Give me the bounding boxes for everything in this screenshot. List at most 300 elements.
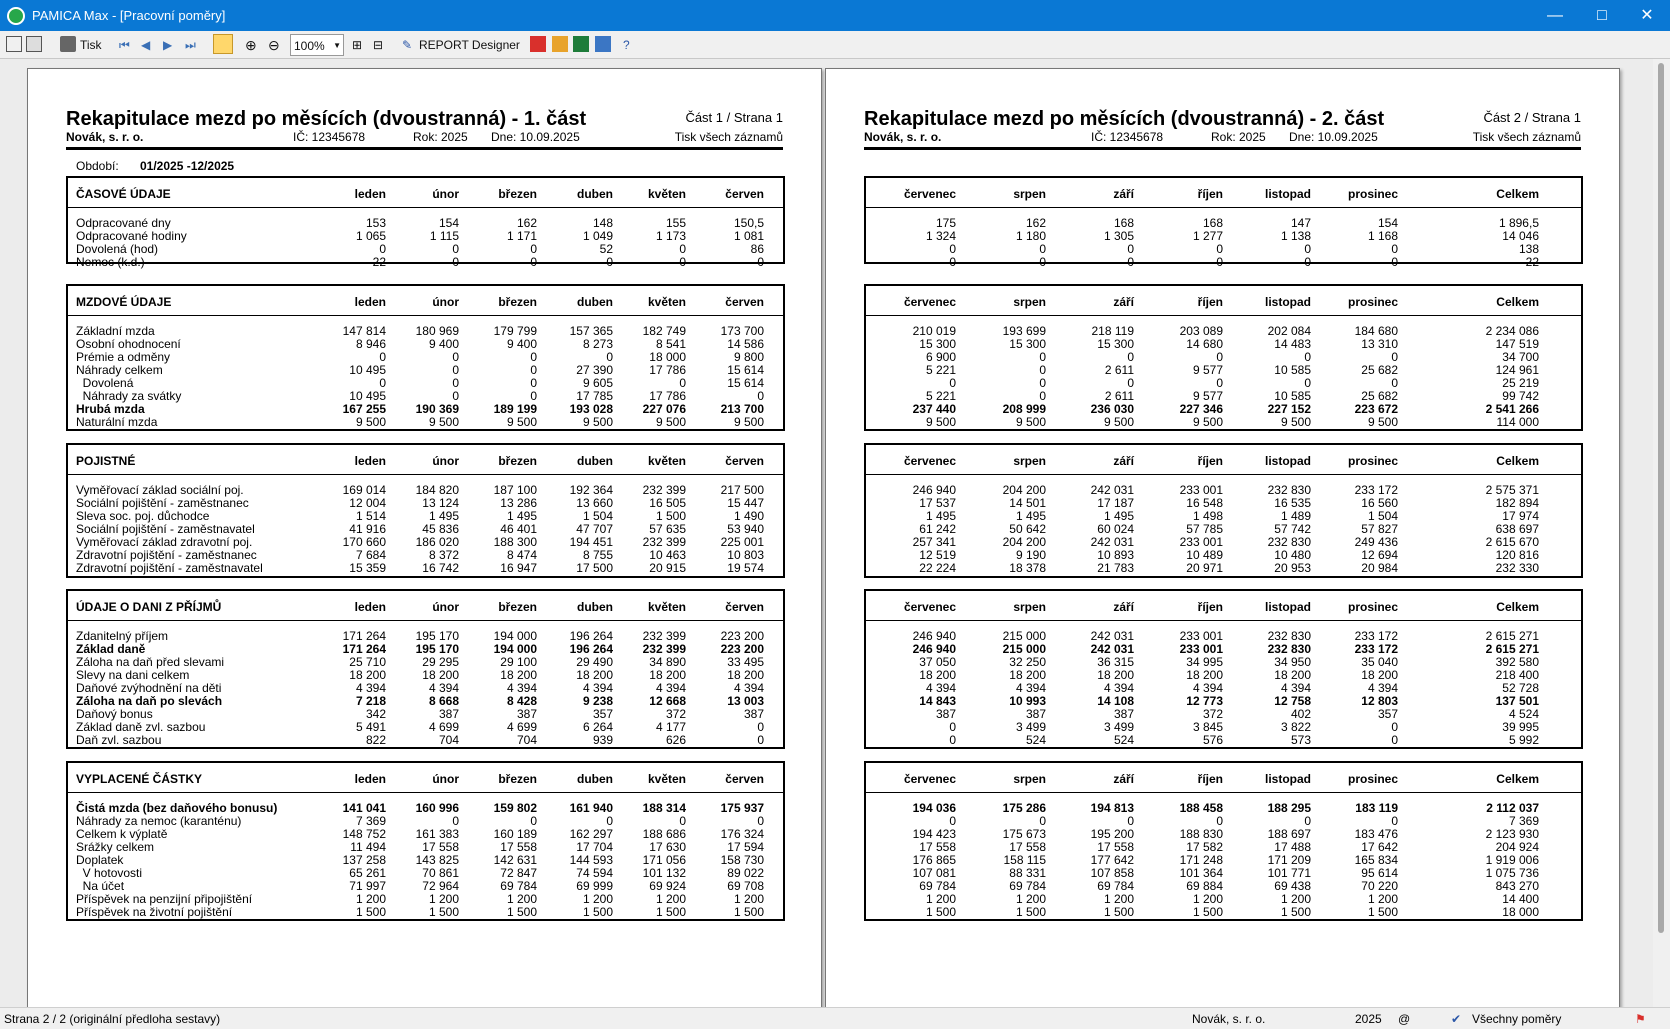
table-row	[68, 522, 783, 536]
part-label: Část 2 / Strana 1	[1483, 110, 1581, 125]
cell-value: 232 399	[642, 642, 686, 656]
row-label: Daň zvl. sazbou	[76, 733, 162, 747]
zoom-select[interactable]	[290, 34, 344, 56]
cell-value: 15 447	[727, 496, 764, 510]
cell-value: 18 200	[576, 668, 613, 682]
column-header: listopad	[1264, 295, 1311, 309]
table-row	[866, 561, 1581, 575]
table-row	[68, 707, 783, 721]
cell-value: 45 836	[422, 522, 459, 536]
cell-value: 1 500	[925, 905, 956, 919]
cell-value: 0	[679, 242, 686, 256]
table-row	[68, 561, 783, 575]
cell-value: 2 112 037	[1486, 801, 1539, 815]
export-window-icon[interactable]	[595, 36, 611, 52]
cell-value: 1 500	[355, 905, 386, 919]
cell-value: 39 995	[1502, 720, 1539, 734]
column-header: červen	[725, 772, 764, 786]
cell-value: 15 300	[919, 337, 956, 351]
cell-value: 576	[1202, 733, 1223, 747]
cell-value: 249 436	[1354, 535, 1398, 549]
column-header: leden	[354, 454, 386, 468]
cell-value: 1 500	[1367, 905, 1398, 919]
copy-pages-icon[interactable]	[26, 36, 42, 52]
cell-value: 176 865	[912, 853, 956, 867]
report-section	[864, 761, 1583, 921]
cell-value: 387	[743, 707, 764, 721]
next-page-icon[interactable]: ▶	[163, 38, 173, 52]
company-ico: IČ: 12345678	[1091, 130, 1164, 144]
row-label: Osobní ohodnocení	[76, 337, 181, 351]
exit-preview-icon[interactable]	[6, 36, 22, 52]
cell-value: 50 642	[1009, 522, 1046, 536]
cell-value: 233 001	[1179, 483, 1223, 497]
cell-value: 168	[1113, 216, 1134, 230]
table-row	[866, 216, 1581, 230]
cell-value: 37 050	[919, 655, 956, 669]
cell-value: 69 784	[1097, 879, 1134, 893]
row-label: V hotovosti	[76, 866, 143, 880]
cell-value: 8 474	[506, 548, 537, 562]
cell-value: 88 331	[1009, 866, 1046, 880]
cell-value: 0	[452, 350, 459, 364]
print-scope: Tisk všech záznamů	[674, 130, 783, 144]
cell-value: 16 548	[1186, 496, 1223, 510]
cell-value: 157 365	[569, 324, 613, 338]
cell-value: 167 255	[342, 402, 386, 416]
cell-value: 20 953	[1274, 561, 1311, 575]
column-header: Celkem	[1496, 187, 1539, 201]
column-header: Celkem	[1496, 454, 1539, 468]
cell-value: 0	[949, 242, 956, 256]
cell-value: 1 489	[1280, 509, 1311, 523]
cell-value: 13 310	[1361, 337, 1398, 351]
cell-value: 18 200	[727, 668, 764, 682]
cell-value: 1 173	[655, 229, 686, 243]
cell-value: 10 495	[349, 363, 386, 377]
row-label: Celkem k výplatě	[76, 827, 168, 841]
cell-value: 12 758	[1274, 694, 1311, 708]
cell-value: 202 084	[1267, 324, 1311, 338]
column-header: srpen	[1013, 772, 1046, 786]
first-page-icon[interactable]: ⏮	[119, 38, 130, 52]
cell-value: 14 501	[1009, 496, 1046, 510]
column-header: květen	[647, 187, 686, 201]
table-row	[68, 853, 783, 867]
table-row	[866, 866, 1581, 880]
cell-value: 9 500	[1192, 415, 1223, 429]
cell-value: 233 001	[1179, 642, 1223, 656]
row-label: Zdravotní pojištění - zaměstnanec	[76, 548, 257, 562]
cell-value: 246 940	[912, 629, 956, 643]
fit-width-icon[interactable]: ⊟	[373, 38, 384, 52]
cell-value: 0	[949, 720, 956, 734]
row-label: Odpracované hodiny	[76, 229, 187, 243]
cell-value: 171 264	[342, 642, 386, 656]
cell-value: 184 680	[1354, 324, 1398, 338]
cell-value: 57 827	[1361, 522, 1398, 536]
cell-value: 0	[379, 350, 386, 364]
cell-value: 12 519	[919, 548, 956, 562]
cell-value: 5 491	[355, 720, 386, 734]
table-row	[866, 642, 1581, 656]
cell-value: 372	[665, 707, 686, 721]
row-label: Příspěvek na životní pojištění	[76, 905, 233, 919]
cell-value: 0	[1216, 255, 1223, 269]
row-label: Hrubá mzda	[76, 402, 145, 416]
report-section	[864, 176, 1583, 269]
cell-value: 10 489	[1186, 548, 1223, 562]
cell-value: 4 394	[582, 681, 613, 695]
cell-value: 213 700	[720, 402, 764, 416]
cell-value: 25 710	[349, 655, 386, 669]
cell-value: 204 924	[1495, 840, 1539, 854]
cell-value: 0	[530, 350, 537, 364]
cell-value: 8 755	[582, 548, 613, 562]
zoom-in-icon[interactable]: ⊕	[245, 37, 257, 53]
cell-value: 158 115	[1003, 853, 1046, 867]
column-header: prosinec	[1347, 772, 1398, 786]
cell-value: 8 946	[355, 337, 386, 351]
cell-value: 843 270	[1495, 879, 1539, 893]
cell-value: 57 785	[1186, 522, 1223, 536]
export-image-icon[interactable]	[552, 36, 568, 52]
cell-value: 69 784	[500, 879, 537, 893]
cell-value: 8 273	[582, 337, 613, 351]
cell-value: 17 630	[649, 840, 686, 854]
cell-value: 188 300	[493, 535, 537, 549]
cell-value: 17 594	[727, 840, 764, 854]
cell-value: 190 369	[415, 402, 459, 416]
cell-value: 626	[665, 733, 686, 747]
cell-value: 17 558	[500, 840, 537, 854]
last-page-icon[interactable]: ⏭	[185, 38, 196, 52]
cell-value: 14 483	[1274, 337, 1311, 351]
cell-value: 183 119	[1355, 801, 1398, 815]
table-row	[866, 668, 1581, 682]
cell-value: 1 495	[925, 509, 956, 523]
row-label: Na účet	[76, 879, 125, 893]
cell-value: 33 495	[727, 655, 764, 669]
cell-value: 147 519	[1495, 337, 1539, 351]
cell-value: 161 383	[415, 827, 459, 841]
cell-value: 158 730	[720, 853, 764, 867]
cell-value: 101 364	[1179, 866, 1223, 880]
cell-value: 17 642	[1361, 840, 1398, 854]
table-row	[68, 681, 783, 695]
table-row	[866, 242, 1581, 256]
cell-value: 171 209	[1267, 853, 1311, 867]
cell-value: 142 631	[493, 853, 537, 867]
table-row	[866, 337, 1581, 351]
table-row	[68, 363, 783, 377]
cell-value: 150,5	[733, 216, 764, 230]
cell-value: 1 919 006	[1485, 853, 1539, 867]
cell-value: 9 500	[925, 415, 956, 429]
cell-value: 101 771	[1267, 866, 1311, 880]
cell-value: 4 394	[428, 681, 459, 695]
table-row	[866, 707, 1581, 721]
cell-value: 171 056	[642, 853, 686, 867]
cell-value: 138	[1518, 242, 1539, 256]
table-row	[866, 376, 1581, 390]
cell-value: 20 971	[1186, 561, 1223, 575]
cell-value: 387	[1113, 707, 1134, 721]
cell-value: 10 585	[1274, 363, 1311, 377]
cell-value: 1 200	[355, 892, 386, 906]
cell-value: 5 992	[1508, 733, 1539, 747]
cell-value: 52 728	[1502, 681, 1539, 695]
cell-value: 193 028	[569, 402, 613, 416]
cell-value: 9 500	[506, 415, 537, 429]
table-row	[68, 733, 783, 747]
cell-value: 217 500	[720, 483, 764, 497]
cell-value: 0	[679, 255, 686, 269]
cell-value: 22	[1525, 255, 1539, 269]
table-row	[68, 655, 783, 669]
row-label: Nemoc (k.d.)	[76, 255, 145, 269]
table-row	[68, 483, 783, 497]
column-header: listopad	[1264, 187, 1311, 201]
cell-value: 61 242	[919, 522, 956, 536]
cell-value: 155	[665, 216, 686, 230]
cell-value: 7 218	[355, 694, 386, 708]
table-row	[68, 814, 783, 828]
section-caption: VYPLACENÉ ČÁSTKY	[76, 772, 203, 786]
cell-value: 27 390	[576, 363, 613, 377]
column-header: březen	[498, 295, 537, 309]
cell-value: 4 699	[428, 720, 459, 734]
cell-value: 0	[1127, 255, 1134, 269]
table-row	[866, 415, 1581, 429]
scrollbar-thumb[interactable]	[1658, 63, 1664, 933]
cell-value: 29 295	[422, 655, 459, 669]
zoom-value: 100%	[294, 39, 325, 53]
fit-page-icon[interactable]: ⊞	[352, 38, 363, 52]
cell-value: 1 200	[1367, 892, 1398, 906]
column-header: červenec	[903, 295, 956, 309]
row-label: Náhrady za nemoc (karanténu)	[76, 814, 242, 828]
zoom-out-icon[interactable]: ⊖	[268, 37, 280, 53]
cell-value: 1 500	[655, 509, 686, 523]
cell-value: 10 495	[349, 389, 386, 403]
cell-value: 47 707	[576, 522, 613, 536]
report-designer-button[interactable]: REPORT Designer	[419, 38, 520, 52]
cell-value: 168	[1202, 216, 1223, 230]
cell-value: 257 341	[912, 535, 956, 549]
report-date: Dne: 10.09.2025	[491, 130, 580, 144]
cell-value: 10 585	[1274, 389, 1311, 403]
two-pages-view-icon[interactable]	[213, 34, 233, 54]
cell-value: 0	[1391, 814, 1398, 828]
cell-value: 2 123 930	[1485, 827, 1539, 841]
employment-filter[interactable]: Všechny poměry	[1472, 1012, 1562, 1026]
table-row	[866, 629, 1581, 643]
cell-value: 939	[592, 733, 613, 747]
report-date: Dne: 10.09.2025	[1289, 130, 1378, 144]
cell-value: 114 000	[1496, 415, 1539, 429]
preview-area[interactable]	[0, 59, 1670, 1007]
column-header: srpen	[1013, 295, 1046, 309]
cell-value: 215 000	[1002, 629, 1046, 643]
export-pdf-icon[interactable]	[530, 36, 546, 52]
cell-value: 0	[452, 363, 459, 377]
cell-value: 8 668	[428, 694, 459, 708]
column-header: leden	[354, 187, 386, 201]
cell-value: 15 300	[1009, 337, 1046, 351]
row-label: Naturální mzda	[76, 415, 158, 429]
cell-value: 13 660	[576, 496, 613, 510]
cell-value: 704	[438, 733, 459, 747]
cell-value: 124 961	[1495, 363, 1539, 377]
column-header: říjen	[1197, 600, 1223, 614]
table-row	[68, 255, 783, 269]
table-row	[68, 827, 783, 841]
cell-value: 223 200	[720, 629, 764, 643]
cell-value: 0	[452, 242, 459, 256]
cell-value: 638 697	[1495, 522, 1539, 536]
cell-value: 2 575 371	[1485, 483, 1539, 497]
section-header	[68, 178, 783, 208]
row-label: Zdravotní pojištění - zaměstnavatel	[76, 561, 263, 575]
maximize-button[interactable]: □	[1597, 7, 1607, 24]
print-button[interactable]: Tisk	[80, 38, 102, 52]
row-label: Příspěvek na penzijní připojištění	[76, 892, 253, 906]
column-header: březen	[498, 600, 537, 614]
cell-value: 0	[379, 242, 386, 256]
cell-value: 0	[1216, 350, 1223, 364]
table-row	[68, 879, 783, 893]
table-row	[68, 642, 783, 656]
cell-value: 218 400	[1495, 668, 1539, 682]
export-excel-icon[interactable]	[573, 36, 589, 52]
report-year: Rok: 2025	[413, 130, 468, 144]
cell-value: 387	[438, 707, 459, 721]
cell-value: 4 394	[655, 681, 686, 695]
cell-value: 14 046	[1502, 229, 1539, 243]
vertical-scrollbar[interactable]	[1653, 59, 1670, 1007]
cell-value: 175 937	[720, 801, 764, 815]
table-row	[68, 720, 783, 734]
cell-value: 57 742	[1274, 522, 1311, 536]
cell-value: 17 582	[1186, 840, 1223, 854]
cell-value: 2 611	[1104, 389, 1134, 403]
cell-value: 187 100	[493, 483, 537, 497]
column-header: prosinec	[1347, 295, 1398, 309]
cell-value: 0	[1039, 350, 1046, 364]
period-label: Období:	[76, 159, 119, 173]
cell-value: 0	[1304, 376, 1311, 390]
cell-value: 10 803	[727, 548, 764, 562]
table-row	[866, 402, 1581, 416]
help-icon[interactable]: ?	[623, 38, 630, 52]
cell-value: 17 786	[649, 363, 686, 377]
cell-value: 0	[949, 376, 956, 390]
cell-value: 34 700	[1502, 350, 1539, 364]
printer-icon[interactable]	[60, 36, 76, 52]
cell-value: 52	[599, 242, 613, 256]
table-row	[68, 840, 783, 854]
cell-value: 11 494	[350, 840, 386, 854]
cell-value: 188 686	[642, 827, 686, 841]
cell-value: 0	[1127, 242, 1134, 256]
company-name: Novák, s. r. o.	[66, 130, 144, 144]
table-row	[866, 389, 1581, 403]
close-button[interactable]: ✕	[1640, 7, 1654, 24]
cell-value: 99 742	[1502, 389, 1539, 403]
cell-value: 1 504	[1367, 509, 1398, 523]
cell-value: 186 020	[415, 535, 459, 549]
row-label: Slevy na dani celkem	[76, 668, 190, 682]
column-header: Celkem	[1496, 600, 1539, 614]
cell-value: 1 200	[733, 892, 764, 906]
cell-value: 12 803	[1361, 694, 1398, 708]
cell-value: 1 500	[655, 905, 686, 919]
cell-value: 5 221	[925, 363, 956, 377]
column-header: červen	[725, 187, 764, 201]
column-header: únor	[432, 454, 459, 468]
cell-value: 194 423	[912, 827, 956, 841]
column-header: březen	[498, 187, 537, 201]
row-label: Sleva soc. poj. důchodce	[76, 509, 210, 523]
cell-value: 95 614	[1361, 866, 1398, 880]
cell-value: 227 346	[1179, 402, 1223, 416]
table-row	[68, 866, 783, 880]
table-row	[866, 801, 1581, 815]
cell-value: 9 500	[1280, 415, 1311, 429]
cell-value: 175 286	[1002, 801, 1046, 815]
table-row	[68, 509, 783, 523]
toolbar	[0, 31, 1670, 59]
cell-value: 1 138	[1280, 229, 1311, 243]
cell-value: 8 428	[506, 694, 537, 708]
cell-value: 2 541 266	[1485, 402, 1539, 416]
cell-value: 18 200	[1361, 668, 1398, 682]
row-label: Čistá mzda (bez daňového bonusu)	[76, 801, 278, 815]
section-caption: MZDOVÉ ÚDAJE	[76, 295, 172, 309]
column-header: Celkem	[1496, 772, 1539, 786]
table-row	[866, 720, 1581, 734]
table-row	[68, 629, 783, 643]
cell-value: 1 495	[428, 509, 459, 523]
table-row	[68, 892, 783, 906]
cell-value: 0	[530, 255, 537, 269]
cell-value: 9 400	[506, 337, 537, 351]
table-row	[866, 840, 1581, 854]
column-header: Celkem	[1496, 295, 1539, 309]
column-header: listopad	[1264, 772, 1311, 786]
cell-value: 17 786	[649, 389, 686, 403]
cell-value: 107 081	[912, 866, 956, 880]
prev-page-icon[interactable]: ◀	[141, 38, 151, 52]
cell-value: 1 180	[1015, 229, 1046, 243]
cell-value: 4 394	[355, 681, 386, 695]
cell-value: 1 200	[925, 892, 956, 906]
cell-value: 387	[516, 707, 537, 721]
row-label: Základ daně zvl. sazbou	[76, 720, 206, 734]
cell-value: 1 200	[1015, 892, 1046, 906]
cell-value: 1 324	[925, 229, 956, 243]
flag-icon[interactable]: ⚑	[1635, 1012, 1646, 1026]
cell-value: 232 399	[642, 629, 686, 643]
cell-value: 14 843	[919, 694, 956, 708]
cell-value: 1 200	[582, 892, 613, 906]
cell-value: 18 200	[649, 668, 686, 682]
row-label: Vyměřovací základ zdravotní poj.	[76, 535, 253, 549]
cell-value: 53 940	[727, 522, 764, 536]
minimize-button[interactable]: —	[1547, 7, 1563, 24]
cell-value: 342	[365, 707, 386, 721]
